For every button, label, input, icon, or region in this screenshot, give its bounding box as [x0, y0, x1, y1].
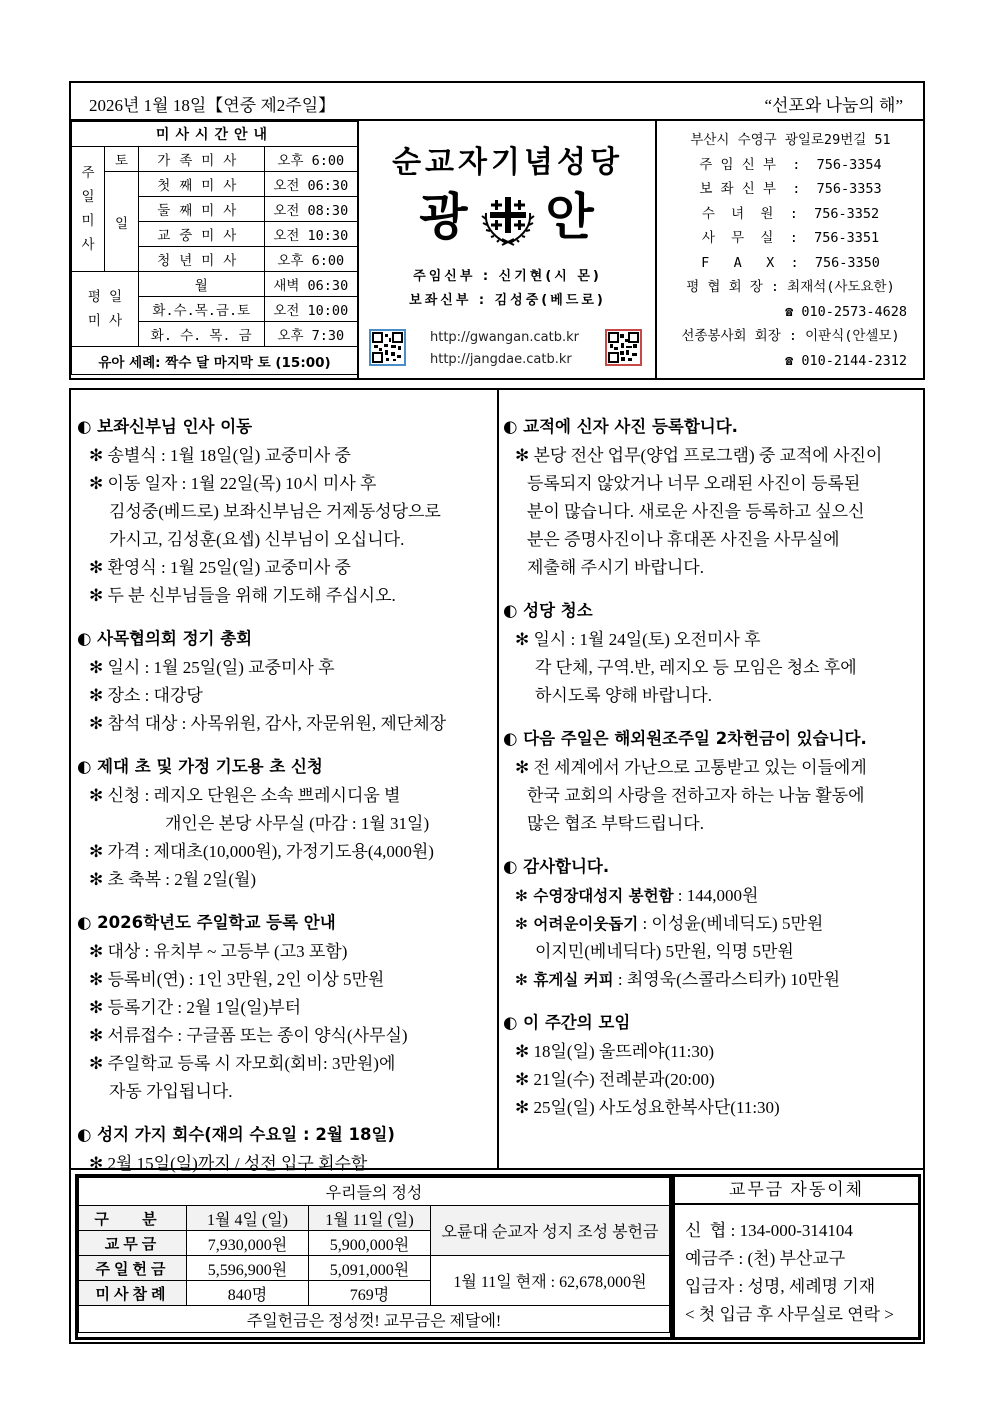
infant-baptism-info: 유아 세례: 짝수 달 마지막 토 (15:00) [72, 347, 358, 375]
mass-name: 교중미사 [139, 222, 265, 247]
section-line: 이지민(베네딕다) 5만원, 익명 5만원 [535, 942, 794, 961]
thanks-value: : 이성윤(베네딕도) 5만원 [638, 914, 824, 933]
announcement-section [503, 412, 923, 582]
section-line: ✻ 25일(일) 사도성요한복사단(11:30) [515, 1098, 780, 1117]
announcements-right-column [503, 412, 923, 1136]
autopay-info [672, 1174, 921, 1340]
section-title: ◐ 감사합니다. [503, 857, 610, 876]
thanks-value: : 최영욱(스콜라스티카) 10만원 [613, 970, 841, 989]
section-title: ◐ 이 주간의 모임 [503, 1013, 631, 1032]
mass-name: 둘째미사 [139, 197, 265, 222]
church-name-right: 안 [545, 188, 596, 246]
section-line: 등록되지 않았거나 너무 오래된 사진이 등록된 [527, 474, 861, 493]
offering-value: 7,930,000원 [187, 1231, 309, 1256]
bank-account: 신 협 : 134-000-314104 [685, 1221, 853, 1240]
section-line [503, 910, 923, 938]
phone-number: 756-3350 [814, 254, 880, 271]
section-line: ✻ 가격 : 제대초(10,000원), 가정기도용(4,000원) [89, 842, 434, 861]
announcement-section [503, 1008, 923, 1122]
announcement-section [503, 724, 923, 838]
section-title: ◐ 제대 초 및 가정 기도용 초 신청 [77, 757, 323, 776]
announcement-section [503, 596, 923, 710]
mass-day: 토 [105, 147, 139, 172]
section-line: ✻ 이동 일자 : 1월 22일(목) 10시 미사 후 [89, 474, 377, 493]
fund-title: 오륜대 순교자 성지 조성 봉헌금 [431, 1206, 670, 1256]
section-line: ✻ 참석 대상 : 사목위원, 감사, 자문위원, 제단체장 [89, 714, 447, 733]
category-header: 구 분 [79, 1206, 187, 1231]
mass-time: 오전 10:30 [264, 222, 357, 247]
contact-info [658, 121, 923, 378]
offering-value: 5,900,000원 [309, 1231, 431, 1256]
phone-row: 주 임 신 부 : 756-3354 [699, 156, 882, 173]
title-row [71, 83, 923, 121]
section-line: ✻ 서류접수 : 구글폼 또는 종이 양식(사무실) [89, 1026, 408, 1045]
phone-row: 사 무 실 : 756-3351 [701, 230, 880, 246]
row-label: 주일헌금 [79, 1256, 187, 1281]
mass-day: 일 [105, 172, 139, 272]
phone-row: F A X : 756-3350 [701, 254, 880, 271]
date-header: 1월 11일 (일) [309, 1206, 431, 1231]
mass-name: 청년미사 [139, 247, 265, 272]
section-line: 많은 협조 부탁드립니다. [527, 814, 704, 833]
section-title: ◐ 사목협의회 정기 총회 [77, 629, 253, 648]
section-title: ◐ 보좌신부님 인사 이동 [77, 417, 253, 436]
section-line: 각 단체, 구역.반, 레지오 등 모임은 청소 후에 [535, 658, 857, 677]
council-phone: ☎ 010-2573-4628 [785, 303, 907, 320]
weekday-mass-label: 평 일 미 사 [72, 272, 139, 347]
council-president: 평 협 회 장 : 최재석(사도요한) [686, 279, 895, 295]
mass-name: 가족미사 [139, 147, 265, 172]
section-line: ✻ 2월 15일(일)까지 / 성전 입구 회수함 [89, 1154, 368, 1173]
announcement-section [77, 412, 497, 610]
offerings-title: 우리들의 정성 [79, 1178, 670, 1206]
year-motto: “선포와 나눔의 해” [764, 96, 903, 115]
section-line: ✻ 송별식 : 1월 18일(일) 교중미사 중 [89, 446, 351, 465]
section-title: ◐ 다음 주일은 해외원조주일 2차헌금이 있습니다. [503, 729, 867, 748]
thanks-label: ✻ 어려운이웃돕기 [515, 915, 639, 933]
section-line: ✻ 등록기간 : 2월 1일(일)부터 [89, 998, 302, 1017]
section-line: 한국 교회의 사랑을 전하고자 하는 나눔 활동에 [527, 786, 865, 805]
section-line: ✻ 전 세계에서 가난으로 고통받고 있는 이들에게 [515, 758, 867, 777]
website-link-gwangan[interactable]: http://gwangan.catb.kr [430, 330, 579, 345]
section-line [503, 966, 923, 994]
phone-label: 보 좌 신 부 [699, 181, 776, 197]
offering-value: 840명 [187, 1281, 309, 1306]
section-line: ✻ 21일(수) 전례분과(20:00) [515, 1070, 715, 1089]
section-line: ✻ 주일학교 등록 시 자모회(회비: 3만원)에 [89, 1054, 396, 1073]
phone-row: 보 좌 신 부 : 756-3353 [699, 181, 882, 197]
mass-time: 오전 10:00 [264, 297, 357, 322]
section-line: 개인은 본당 사무실 (마감 : 1월 31일) [165, 814, 430, 833]
offerings-table [75, 1174, 673, 1340]
mass-time: 오전 08:30 [264, 197, 357, 222]
row-label: 교무금 [79, 1231, 187, 1256]
section-line: ✻ 초 축복 : 2월 2일(월) [89, 870, 257, 889]
autopay-body [675, 1205, 918, 1329]
announcements [69, 388, 925, 1173]
mass-time: 오후 7:30 [264, 322, 357, 347]
mass-time: 오후 6:00 [264, 247, 357, 272]
section-line: ✻ 두 분 신부님들을 위해 기도해 주십시오. [89, 586, 396, 605]
column-divider [497, 390, 499, 1170]
offering-value: 5,596,900원 [187, 1256, 309, 1281]
offering-slogan: 주일헌금은 정성껏! 교무금은 제달에! [79, 1306, 670, 1333]
jerusalem-cross-wreath-icon [478, 193, 538, 249]
section-line: 자동 가입됩니다. [109, 1082, 233, 1101]
section-line: ✻ 본당 전산 업무(양업 프로그램) 중 교적에 사진이 [515, 446, 883, 465]
announcement-section [503, 852, 923, 994]
evangel-phone: ☎ 010-2144-2312 [785, 352, 907, 369]
offering-value: 769명 [309, 1281, 431, 1306]
thanks-label: ✻ 수영장대성지 봉헌함 [515, 887, 674, 905]
section-line: ✻ 대상 : 유치부 ~ 고등부 (고3 포함) [89, 942, 348, 961]
phone-label: 사 무 실 [701, 230, 774, 246]
mass-time: 새벽 06:30 [264, 272, 357, 297]
section-line: ✻ 신청 : 레지오 단원은 소속 쁘레시디움 별 [89, 786, 401, 805]
depositor-note: 입금자 : 성명, 세례명 기재 [685, 1277, 876, 1296]
section-line: ✻ 장소 : 대강당 [89, 686, 203, 705]
section-line [503, 882, 923, 910]
qr-code-icon[interactable] [605, 329, 642, 366]
church-name-left: 광 [419, 188, 470, 246]
phone-number: 756-3352 [814, 205, 880, 222]
section-line: ✻ 등록비(연) : 1인 3만원, 2인 이상 5만원 [89, 970, 385, 989]
qr-code-icon[interactable] [369, 329, 406, 366]
section-line: ✻ 일시 : 1월 25일(일) 교중미사 후 [89, 658, 335, 677]
phone-label: F A X [701, 254, 775, 271]
mass-days: 월 [139, 272, 265, 297]
section-title: ◐ 2026학년도 주일학교 등록 안내 [77, 913, 336, 932]
section-line: 분은 증명사진이나 휴대폰 사진을 사무실에 [527, 530, 840, 549]
thanks-value: : 144,000원 [673, 886, 759, 905]
section-line: 분이 많습니다. 새로운 사진을 등록하고 싶으신 [527, 502, 865, 521]
account-holder: 예금주 : (천) 부산교구 [685, 1249, 846, 1268]
section-title: ◐ 성지 가지 회수(재의 수요일 : 2월 18일) [77, 1125, 395, 1144]
contact-note: < 첫 입금 후 사무실로 연락 > [685, 1305, 894, 1324]
announcement-section [77, 908, 497, 1106]
section-line: 하시도록 양해 바랍니다. [535, 686, 712, 705]
church-subtitle: 순교자기념성당 [392, 145, 623, 180]
section-line: 가시고, 김성훈(요셉) 신부님이 오십니다. [109, 530, 405, 549]
phone-label: 수 녀 원 [701, 205, 774, 222]
thanks-label: ✻ 휴게실 커피 [515, 971, 614, 989]
row-label: 미사참례 [79, 1281, 187, 1306]
section-line: ✻ 환영식 : 1월 25일(일) 교중미사 중 [89, 558, 351, 577]
section-line: 김성중(베드로) 보좌신부님은 거제동성당으로 [109, 502, 441, 521]
announcement-section [77, 752, 497, 894]
pastor-name: 주임신부 : 신기현(시 몬) [413, 269, 602, 284]
evangel-president: 선종봉사회 회장 : 이판식(안셀모) [681, 328, 900, 344]
church-name [360, 177, 655, 249]
mass-name: 첫째미사 [139, 172, 265, 197]
mass-schedule-title: 미사시간안내 [72, 122, 358, 147]
mass-time: 오전 06:30 [264, 172, 357, 197]
autopay-title: 교무금 자동이체 [675, 1177, 918, 1205]
phone-number: 756-3353 [816, 181, 882, 197]
mass-time: 오후 6:00 [264, 147, 357, 172]
section-line: ✻ 일시 : 1월 24일(토) 오전미사 후 [515, 630, 761, 649]
phone-row: 수 녀 원 : 756-3352 [701, 205, 880, 222]
bottom-section [69, 1168, 925, 1344]
section-line: ✻ 18일(일) 울뜨레야(11:30) [515, 1042, 715, 1061]
offering-value: 5,091,000원 [309, 1256, 431, 1281]
date-header: 1월 4일 (일) [187, 1206, 309, 1231]
website-link-jangdae[interactable]: http://jangdae.catb.kr [430, 352, 572, 367]
mass-schedule [71, 121, 359, 378]
bulletin-header [69, 81, 925, 380]
section-line: 제출해 주시기 바랍니다. [527, 558, 704, 577]
bulletin-date: 2026년 1월 18일【연중 제2주일】 [89, 96, 336, 115]
section-title: ◐ 성당 청소 [503, 601, 593, 620]
mass-days: 화.수.목.금.토 [139, 297, 265, 322]
church-address: 부산시 수영구 광일로29번길 51 [690, 132, 891, 148]
sunday-mass-label: 주 일 미 사 [72, 147, 105, 272]
announcement-section [77, 624, 497, 738]
section-title: ◐ 교적에 신자 사진 등록합니다. [503, 417, 738, 436]
fund-value: 1월 11일 현재 : 62,678,000원 [431, 1256, 670, 1306]
website-links [430, 327, 579, 371]
phone-number: 756-3354 [816, 156, 882, 173]
phone-label: 주 임 신 부 [699, 156, 776, 173]
assistant-priest-name: 보좌신부 : 김성중(베드로) [409, 293, 606, 308]
phone-number: 756-3351 [814, 230, 880, 246]
mass-days: 화. 수. 목. 금 [139, 322, 265, 347]
priests-info [360, 265, 655, 313]
church-identity [360, 121, 657, 378]
announcements-left-column [77, 412, 497, 1192]
